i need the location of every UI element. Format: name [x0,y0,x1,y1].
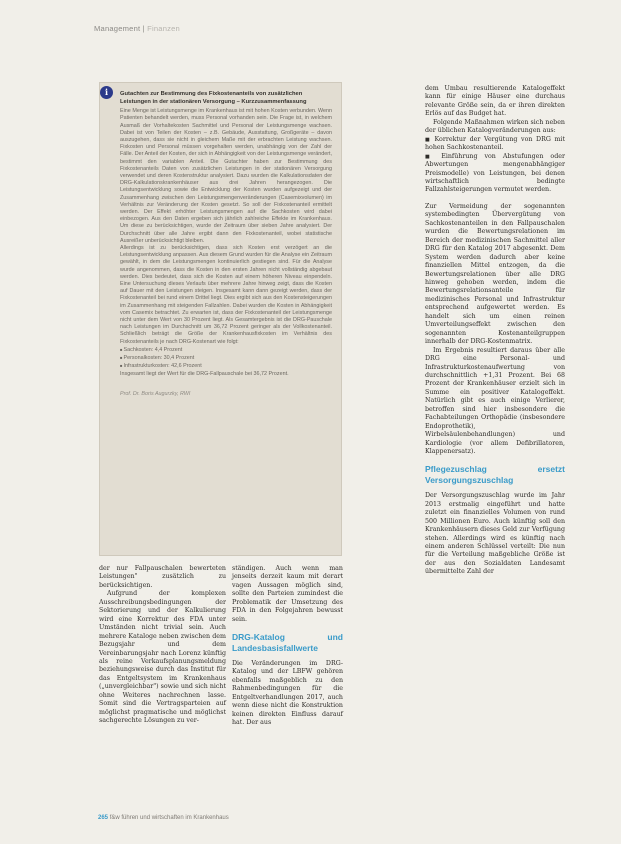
section-heading: DRG-Katalog und Landesbasisfallwerte [232,632,343,653]
info-box-paragraph: Allerdings ist zu berücksichtigen, dass sich Kosten erst verzögert an die Leistungsentwicklung anpassen. Aus diesem Grund wurden für die Analyse ein Zeitraum gewählt, in dem die Leistungsmengen kontinuierlich gestiegen sind. Für die Analyse wurde angenommen, dass die Kosten in den ersten Jahren nicht vollständig abgebaut werden. Dies bedeutet, dass sich die Kosten auf einem höheren Niveau einpendeln. Eine Untersuchung dieses Verlaufs über mehrere Jahre hinweg zeigt, dass die Kosten auf Dauer mit den Leistungen steigen. Insgesamt kann dann gezeigt werden, dass der Fixkostenanteil bei rund einem Drittel liegt. Dies ergibt sich aus den Kostensteigerungen im Zusammenhang mit steigenden Fallzahlen. Dabei wurden die Kosten in Abhängigkeit vom Casemix betrachtet. Zu erwarten ist, dass der Fixkostenanteil der Leistungsmenge nicht unter dem Wert von 30 Prozent liegt. Als Gesamtergebnis ist die DRG-Pauschale nach Leistungen im Durchschnitt um 36,72 Prozent geringer als der Vollkostenanteil. Schließlich beträgt die Größe der Krankenhausfixkosten im Verhältnis des Fixkostenanteils je nach DRG-Kostenart wie folgt: [120,245,332,345]
body-paragraph: Folgende Maßnahmen wirken sich neben der üblichen Katalogveränderungen aus: [425,118,565,135]
header-section: Management [94,24,141,33]
info-box-paragraph: Eine Menge ist Leistungsmenge im Krankenhaus ist mit hohen Kosten verbunden. Wenn Patienten behandelt werden, muss Personal vorhanden sein. Die Frage ist, in welchem Ausmaß der Vorhaltekosten Sachmittel und Personal der Leistungsmenge wachsen. Dabei ist von Teilen der Kosten – z.B. Gebäude, Ausstattung, Großgeräte – davon auszugehen, dass sie nicht in gleichem Maße mit der erbrachten Leistung wachsen. Fixkosten und Personal müssen vorgehalten werden, unabhängig von der Zahl der Fälle. Der Anteil der Kosten, der sich in Abhängigkeit von der Leistungsmenge verändert, bestimmt den variablen Anteil. Die Gutachter haben zur Bestimmung des Fixkostenanteils Daten von zusätzlichen Leistungen in der stationären Versorgung verwendet und deren Kostenstruktur analysiert. Dazu wurden die Kalkulationsdaten der DRG-Kalkulationskrankenhäuser aus drei Jahren herangezogen. Die Leistungsentwicklung sowie die Entwicklung der Kosten wurden aufgezeigt und der Zusammenhang zwischen den Leistungsmengenveränderungen (Casemixvolumen) im Verhältnis zur Veränderung der Kosten gesetzt. So soll der Fixkostenanteil ermittelt werden. Der Effekt erhöhter Leistungsmengen auf die Sachkosten wird dabei einbezogen. Aus den Daten ergeben sich jährlich zahlreiche Effekte im Krankenhaus. Um diese zu berücksichtigen, wurde der Zeitraum über sieben Jahre analysiert. Der Durchschnitt über alle Jahre ergibt dann den Fixkostenanteil, wobei statistische Ausreißer unberücksichtigt bleiben. [120,108,332,244]
journal-name: f&w führen und wirtschaften im Krankenhaus [109,815,229,821]
info-icon: i [100,86,113,99]
list-item: ■ Sachkosten: 4,4 Prozent [120,346,332,354]
list-item: ■ Infrastrukturkosten: 42,6 Prozent [120,362,332,370]
text-column-1 [99,565,226,726]
list-item: ■ Personalkosten: 30,4 Prozent [120,354,332,362]
info-box-paragraph: Insgesamt liegt der Wert für die DRG-Fallpauschale bei 36,72 Prozent. [120,370,289,377]
section-heading: Pflegezuschlag ersetzt Versorgungszuschlag [425,464,565,485]
measures-list [425,136,565,195]
header-separator: | [142,24,145,33]
body-paragraph: Zur Vermeidung der sogenannten systembedingten Übervergütung von Sachkostenanteilen in den Fallpauschalen wurden die Bewertungsrelationen im Bereich der medizinischen Sachmittel aller DRG für den Katalog 2017 abgesenkt. Dem System werden dadurch aber keine finanziellen Mittel entzogen, da die Bewertungsrelationen über alle DRG hinweg gehoben werden, indem die Bewertungsrelationsanteile für medizinisches Personal und Infrastruktur entsprechend aufgewertet werden. Es handelt sich um einen reinen Umverteilungseffekt zwischen den sogenannten Kostenanteilgruppen innerhalb der DRG-Kostenmatrix. [425,202,565,346]
info-box-title: Gutachten zur Bestimmung des Fixkostenanteils von zusätzlichen Leistungen in der stationären Versorgung – Kurzzusammenfassung [120,91,307,105]
running-header [94,24,180,33]
list-item: ■ Korrektur der Vergütung von DRG mit hohen Sachkostenanteil. [425,136,565,153]
body-paragraph: Im Ergebnis resultiert daraus über alle DRG eine Personal- und Infrastrukturkostenaufwertung von durchschnittlich +1,31 Prozent. Bei 68 Prozent der Krankenhäuser erzielt sich in Summe ein positiver Katalogeffekt. Natürlich gibt es auch einige Verlierer, betroffen sind hier insbesondere die Fachabteilungen Orthopädie (insbesondere Endoprothetik), Wirbelsäulenbehandlungen) und Kardiologie (vor allem Defibrillatoren, Klappenersatz). [425,346,565,456]
list-item: ■ Einführung von Abstufungen oder Abwertungen mengenabhängiger Preismodelle) von Leistungen, bei denen wirtschaftlich bedingte Fallzahlsteigerungen vermutet werden. [425,153,565,195]
body-paragraph: Aufgrund der komplexen Ausschreibungsbedingungen der Sektorierung und der Kalkulierung wird eine Korrektur des FDA unter Umständen nicht trivial sein. Auch mehrere Kataloge neben zwischen dem Bezugsjahr und dem Vereinbarungsjahr nach Lorenz künftig als reine Verkaufsplanungsmeldung beziehungsweise durch das Institut für das Entgeltsystem im Krankenhaus („unvergleichbar") sowie und sich nicht ohne Weiteres nachrechnen lasse. Somit sind die Vertragsparteien auf möglichst pragmatische und möglichst sachgerechte Lösungen zu ver- [99,590,226,725]
text-column-2 [232,565,343,728]
text-column-3 [425,85,565,577]
header-subsection: Finanzen [147,24,180,33]
body-paragraph: Die Veränderungen im DRG-Katalog und der LBFW gehören ebenfalls maßgeblich zu den Rahmenbedingungen für die Entgeltverhandlungen 2017, auch wenn diese nicht die Konstruktion keinen direkten Einfluss darauf hat. Der aus [232,659,343,727]
body-paragraph: ständigen. Auch wenn man jenseits derzeit kaum mit derart vagen Aussagen möglich sind, sollte den Parteien zumindest die Problematik der Umsetzung des FDA in den Folgejahren bewusst sein. [232,565,343,623]
info-box [99,82,342,556]
page-footer [98,815,229,821]
page-number: 265 [98,815,109,821]
body-paragraph: Der Versorgungszuschlag wurde im Jahr 2013 erstmalig eingeführt und hatte zuletzt ein finanzielles Volumen von rund 500 Millionen Euro. Auch künftig soll den Krankenhäusern dieses Geld zur Verfügung stehen. Allerdings wird es künftig nach einem anderen Schlüssel verteilt: Die nun für die Verteilung maßgebliche Größe ist der aus den Sozialdaten Landesamt übermittelte Zahl der [425,492,565,576]
body-paragraph: dem Umbau resultierende Katalogeffekt kann für einige Häuser eine durchaus relevante Größe sein, da er ihren direkten Erlös auf das Budget hat. [425,85,565,118]
info-box-list [120,346,332,371]
body-paragraph: der nur Fallpauschalen bewerteten Leistungen" zusätzlich zu berücksichtigen. [99,565,226,589]
info-box-author: Prof. Dr. Boris Augurzky, RWI [120,390,191,397]
